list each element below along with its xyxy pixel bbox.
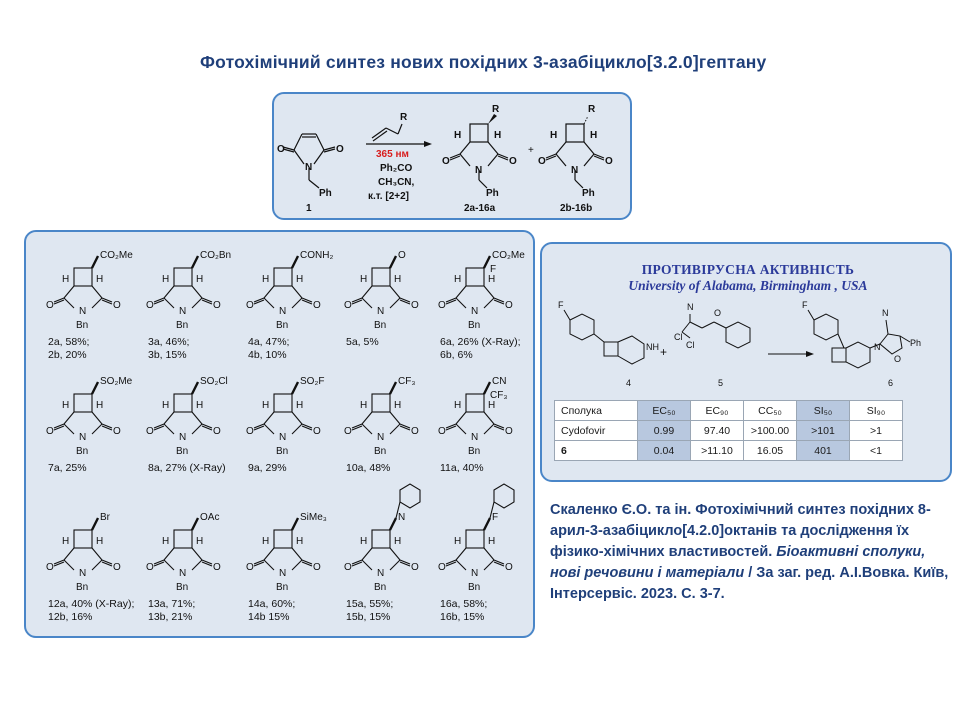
product-b-o-left: O — [538, 156, 546, 167]
c6-o: O — [894, 354, 902, 364]
caption-line-1: 15a, 55%; — [346, 598, 394, 610]
h-right-label: H — [196, 536, 204, 547]
caption-line-1: 11a, 40% — [440, 462, 484, 474]
antiviral-scheme — [542, 244, 954, 400]
c5-cl2: Cl — [686, 340, 695, 350]
substituent-label: N — [398, 512, 406, 523]
n-label: N — [377, 568, 385, 579]
header-ec90: EC₉₀ — [691, 401, 744, 421]
caption-line-1: 12a, 40% (X-Ray); — [48, 598, 135, 610]
citation — [550, 500, 950, 605]
antiviral-title: ПРОТИВІРУСНА АКТИВНІСТЬ — [641, 262, 855, 277]
n-label: N — [79, 306, 87, 317]
scheme-plus: + — [660, 345, 668, 359]
compound-caption — [248, 336, 289, 361]
table-row — [555, 421, 903, 441]
caption-line-1: 3a, 46%; — [148, 336, 190, 348]
c5-n: N — [687, 302, 694, 312]
o-left-label: O — [246, 426, 254, 437]
h-right-label: H — [296, 274, 304, 285]
antiviral-subtitle: University of Alabama, Birmingham , USA — [628, 278, 868, 293]
o-left-label: O — [438, 300, 446, 311]
substituent-label: SiMe₃ — [300, 512, 327, 523]
substituent-label: OAc — [200, 512, 220, 523]
substituent-label: Br — [100, 512, 110, 523]
caption-line-2: 12b, 16% — [48, 610, 93, 623]
table-header-row — [555, 401, 903, 421]
caption-line-2: 16b, 15% — [440, 610, 485, 623]
o-left-label: O — [344, 426, 352, 437]
table-cell: >101 — [797, 421, 850, 441]
c6-n: N — [874, 342, 881, 352]
h-right-label: H — [394, 400, 402, 411]
o-left-label: O — [46, 426, 54, 437]
compound-caption — [346, 336, 379, 349]
n-label: N — [471, 568, 479, 579]
caption-line-2: 4b, 10% — [248, 348, 287, 361]
table-cell: 401 — [797, 441, 850, 461]
caption-line-1: 10a, 48% — [346, 462, 391, 474]
h-left-label: H — [360, 274, 368, 285]
caption-line-2: 13b, 21% — [148, 610, 193, 623]
caption-line-2: 6b, 6% — [440, 348, 473, 361]
h-right-label: H — [196, 274, 204, 285]
caption-line-1: 5a, 5% — [346, 336, 379, 348]
reaction-scheme-panel — [272, 92, 632, 220]
h-right-label: H — [394, 536, 402, 547]
o-left-label: O — [246, 562, 254, 573]
bn-label: Bn — [76, 582, 89, 593]
substituent-label: F — [492, 512, 499, 523]
product-b-r: R — [588, 104, 596, 115]
maleimide-ph: Ph — [319, 188, 332, 199]
n-label: N — [179, 568, 187, 579]
substituent-label: CF₃ — [398, 376, 416, 387]
product-a-o-right: O — [509, 156, 517, 167]
caption-line-1: 13a, 71%; — [148, 598, 196, 610]
c4-nh: NH — [646, 342, 659, 352]
o-left-label: O — [46, 300, 54, 311]
h-left-label: H — [454, 274, 462, 285]
o-right-label: O — [113, 562, 121, 573]
table-cell: >1 — [850, 421, 903, 441]
substituent-label: CO₂Me — [492, 250, 525, 261]
alkene-r: R — [400, 112, 408, 123]
compound-caption — [346, 598, 393, 623]
o-right-label: O — [411, 426, 419, 437]
table-cell: 97.40 — [691, 421, 744, 441]
condition-1: Ph₂CO — [380, 163, 413, 174]
table-cell: >100.00 — [744, 421, 797, 441]
bn-label: Bn — [374, 320, 387, 331]
o-right-label: O — [313, 300, 321, 311]
c4-label: 4 — [626, 378, 632, 388]
substituent-label-2: F — [490, 264, 497, 275]
maleimide-n: N — [305, 162, 313, 173]
bn-label: Bn — [176, 582, 189, 593]
compound-caption — [440, 336, 521, 361]
compound-structure — [446, 484, 514, 570]
n-label: N — [471, 432, 479, 443]
compound-caption — [48, 336, 89, 361]
h-left-label: H — [162, 274, 170, 285]
compound-caption — [440, 598, 487, 623]
h-right-label: H — [96, 536, 104, 547]
page-title: Фотохімічний синтез нових похідних 3-азабіцикло[3.2.0]гептану — [200, 52, 767, 72]
n-label: N — [79, 432, 87, 443]
bn-label: Bn — [276, 320, 289, 331]
maleimide-o-left: O — [277, 144, 285, 155]
header-compound: Сполука — [555, 401, 638, 421]
c5-o: O — [714, 308, 722, 318]
n-label: N — [179, 432, 187, 443]
compound-caption — [248, 598, 295, 623]
o-right-label: O — [313, 426, 321, 437]
substituent-label: CONH₂ — [300, 250, 334, 261]
h-left-label: H — [62, 536, 70, 547]
o-right-label: O — [411, 300, 419, 311]
caption-line-2: 2b, 20% — [48, 348, 87, 361]
h-left-label: H — [360, 400, 368, 411]
bn-label: Bn — [276, 582, 289, 593]
substituent-label: CO₂Me — [100, 250, 133, 261]
product-a-ph: Ph — [486, 188, 499, 199]
product-a-o-left: O — [442, 156, 450, 167]
o-left-label: O — [146, 426, 154, 437]
n-label: N — [279, 568, 287, 579]
caption-line-2: 3b, 15% — [148, 348, 187, 361]
product-a-r: R — [492, 104, 500, 115]
product-a-n: N — [475, 165, 483, 176]
product-a-label: 2a-16a — [464, 203, 496, 214]
h-left-label: H — [162, 400, 170, 411]
o-right-label: O — [113, 300, 121, 311]
antiviral-activity-panel — [540, 242, 952, 482]
condition-2: CH₃CN, — [378, 177, 415, 188]
caption-line-1: 8a, 27% (X-Ray) — [148, 462, 226, 474]
substituent-label: SO₂F — [300, 376, 325, 387]
c6-fluoro: F — [802, 300, 808, 310]
table-cell: 0.99 — [638, 421, 691, 441]
table-cell: Cydofovir — [555, 421, 638, 441]
maleimide-o-right: O — [336, 144, 344, 155]
wavelength-label: 365 нм — [376, 149, 409, 160]
c4-fluoro: F — [558, 300, 564, 310]
caption-line-1: 2a, 58%; — [48, 336, 90, 348]
h-left-label: H — [62, 400, 70, 411]
antiviral-table — [554, 400, 903, 461]
n-label: N — [377, 432, 385, 443]
h-left-label: H — [262, 536, 270, 547]
n-label: N — [377, 306, 385, 317]
n-label: N — [279, 432, 287, 443]
n-label: N — [179, 306, 187, 317]
citation-authors: Скаленко Є.О. та ін. Фотохімічний синтез похідних 8-арил-3-азабіцикло[4.2.0]октанів та дослідження їх фізико-хімічних властивостей. — [550, 502, 931, 560]
compound-grid-panel — [24, 230, 535, 638]
compound-structures — [26, 232, 537, 640]
compound-structure — [352, 484, 420, 570]
h-left-label: H — [162, 536, 170, 547]
product-b-o-right: O — [605, 156, 613, 167]
c6-ph: Ph — [910, 338, 922, 348]
bn-label: Bn — [468, 582, 481, 593]
substituent-label: SO₂Me — [100, 376, 133, 387]
citation-rest: / За заг. ред. А.І.Вовка. Київ, Інтерсервіс. 2023. С. 3-7. — [550, 565, 949, 602]
h-right-label: H — [296, 536, 304, 547]
bn-label: Bn — [374, 446, 387, 457]
substituent-label: O — [398, 250, 406, 261]
caption-line-1: 16a, 58%; — [440, 598, 488, 610]
header-ec50: EC₅₀ — [638, 401, 691, 421]
o-left-label: O — [438, 426, 446, 437]
condition-3: к.т. [2+2] — [368, 191, 409, 202]
compound-1-label: 1 — [306, 203, 312, 214]
bn-label: Bn — [76, 320, 89, 331]
caption-line-1: 4a, 47%; — [248, 336, 290, 348]
o-left-label: O — [438, 562, 446, 573]
caption-line-1: 14a, 60%; — [248, 598, 296, 610]
h-right-label: H — [296, 400, 304, 411]
n-label: N — [279, 306, 287, 317]
bn-label: Bn — [374, 582, 387, 593]
h-right-label: H — [488, 400, 496, 411]
h-left-label: H — [262, 274, 270, 285]
bn-label: Bn — [468, 446, 481, 457]
caption-line-1: 7a, 25% — [48, 462, 87, 474]
product-b-n: N — [571, 165, 579, 176]
c5-label: 5 — [718, 378, 724, 388]
c6-label: 6 — [888, 378, 894, 388]
caption-line-2: 14b 15% — [248, 610, 290, 623]
citation-journal: Біоактивні сполуки, нові речовини і матеріали — [550, 544, 926, 581]
o-right-label: O — [505, 562, 513, 573]
bn-label: Bn — [176, 446, 189, 457]
header-cc50: CC₅₀ — [744, 401, 797, 421]
bn-label: Bn — [76, 446, 89, 457]
o-right-label: O — [313, 562, 321, 573]
compound-caption — [148, 598, 195, 623]
substituent-label-2: CF₃ — [490, 390, 508, 401]
o-right-label: O — [213, 426, 221, 437]
h-left-label: H — [454, 400, 462, 411]
n-label: N — [471, 306, 479, 317]
product-b-h-right: H — [590, 130, 598, 141]
h-right-label: H — [96, 274, 104, 285]
table-cell: 16.05 — [744, 441, 797, 461]
compound-caption — [248, 462, 287, 475]
reaction-scheme — [274, 94, 634, 222]
compound-caption — [148, 336, 189, 361]
h-left-label: H — [262, 400, 270, 411]
caption-line-2: 15b, 15% — [346, 610, 391, 623]
product-b-ph: Ph — [582, 188, 595, 199]
product-a-h-right: H — [494, 130, 502, 141]
product-a-h-left: H — [454, 130, 462, 141]
o-left-label: O — [246, 300, 254, 311]
compound-caption — [148, 462, 226, 475]
o-right-label: O — [213, 562, 221, 573]
compound-caption — [346, 462, 390, 475]
c5-cl1: Cl — [674, 332, 683, 342]
o-left-label: O — [146, 562, 154, 573]
bn-label: Bn — [468, 320, 481, 331]
h-right-label: H — [96, 400, 104, 411]
h-right-label: H — [488, 274, 496, 285]
c6-n2: N — [882, 308, 889, 318]
o-left-label: O — [46, 562, 54, 573]
h-right-label: H — [196, 400, 204, 411]
o-left-label: O — [146, 300, 154, 311]
h-left-label: H — [62, 274, 70, 285]
n-label: N — [79, 568, 87, 579]
substituent-label: CN — [492, 376, 507, 387]
o-right-label: O — [213, 300, 221, 311]
table-cell: 0.04 — [638, 441, 691, 461]
table-cell: <1 — [850, 441, 903, 461]
o-right-label: O — [505, 426, 513, 437]
h-left-label: H — [454, 536, 462, 547]
product-b-label: 2b-16b — [560, 203, 593, 214]
header-si90: SI₉₀ — [850, 401, 903, 421]
table-cell: 6 — [555, 441, 638, 461]
table-cell: >11.10 — [691, 441, 744, 461]
product-b-h-left: H — [550, 130, 558, 141]
substituent-label: CO₂Bn — [200, 250, 232, 261]
h-right-label: H — [488, 536, 496, 547]
header-si50: SI₅₀ — [797, 401, 850, 421]
h-left-label: H — [360, 536, 368, 547]
caption-line-1: 9a, 29% — [248, 462, 287, 474]
compound-caption — [48, 462, 87, 475]
o-left-label: O — [344, 300, 352, 311]
compound-caption — [48, 598, 134, 623]
bn-label: Bn — [276, 446, 289, 457]
o-right-label: O — [411, 562, 419, 573]
o-right-label: O — [113, 426, 121, 437]
h-right-label: H — [394, 274, 402, 285]
o-right-label: O — [505, 300, 513, 311]
substituent-label: SO₂Cl — [200, 376, 228, 387]
o-left-label: O — [344, 562, 352, 573]
reaction-plus: + — [528, 145, 534, 156]
caption-line-1: 6a, 26% (X-Ray); — [440, 336, 521, 348]
compound-caption — [440, 462, 484, 475]
table-row — [555, 441, 903, 461]
bn-label: Bn — [176, 320, 189, 331]
